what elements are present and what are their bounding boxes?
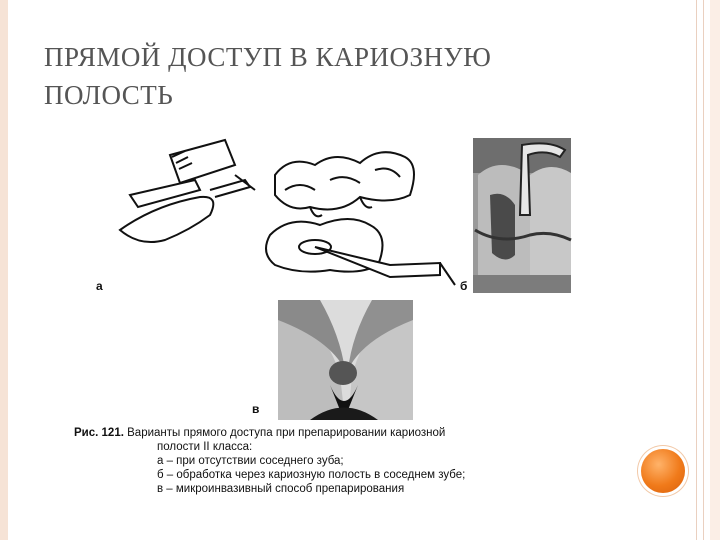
label-v: в (252, 402, 260, 416)
title-line-1: ПРЯМОЙ ДОСТУП В КАРИОЗНУЮ (44, 42, 492, 72)
caption-line-3: а – при отсутствии соседнего зуба; (157, 455, 344, 467)
caption-line-2: полости II класса: (157, 441, 253, 453)
panel-a-drawing (120, 140, 455, 285)
caption-heading: Варианты прямого доступа при препарировании кариозной (127, 427, 446, 439)
panel-v-image (278, 300, 413, 420)
decorative-orb (641, 449, 685, 493)
caption-number: Рис. 121. (74, 427, 124, 439)
slide-title (44, 38, 604, 114)
figure-caption (74, 426, 634, 496)
right-border-decoration (710, 0, 720, 540)
right-border-lines (696, 0, 704, 540)
label-a: а (96, 279, 103, 293)
title-line-2: ПОЛОСТЬ (44, 80, 174, 110)
caption-heading-row (74, 426, 634, 440)
caption-line-5: в – микроинвазивный способ препарирования (157, 483, 405, 495)
left-border-decoration (0, 0, 8, 540)
panel-b-image (473, 138, 571, 293)
caption-line-4: б – обработка через кариозную полость в соседнем зубе; (157, 469, 466, 481)
label-b: б (460, 279, 468, 293)
